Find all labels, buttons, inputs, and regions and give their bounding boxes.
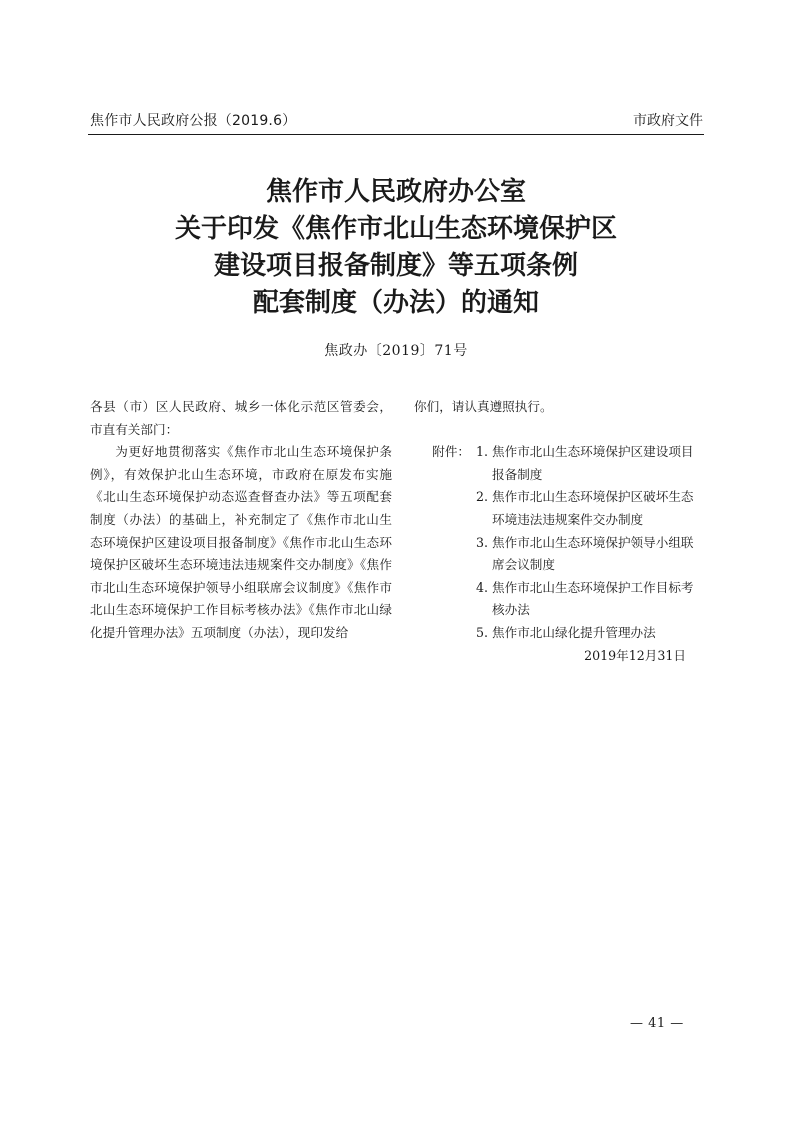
title-line: 配套制度（办法）的通知: [252, 288, 539, 318]
attachment-item: [476, 441, 706, 486]
title-line: 关于印发《焦作市北山生态环境保护区: [174, 214, 617, 244]
attachment-number: 2.: [476, 489, 489, 505]
salutation: 各县（市）区人民政府、城乡一体化示范区管委会，市直有关部门：: [90, 399, 392, 437]
attachment-number: 3.: [476, 534, 489, 550]
attachment-item: [476, 532, 706, 577]
title-line: 焦作市人民政府办公室: [265, 177, 526, 207]
title-line: 建设项目报备制度》等五项条例: [213, 251, 578, 281]
header-divider: [88, 134, 704, 135]
body-continuation: 你们，请认真遵照执行。: [414, 399, 553, 414]
attachments-list: [476, 441, 706, 644]
attachment-number: 5.: [476, 624, 489, 640]
attachment-title: 焦作市北山生态环境保护区建设项目报备制度: [492, 444, 694, 482]
attachment-title: 焦作市北山生态环境保护工作目标考核办法: [492, 579, 694, 618]
issue-date: 2019年12月31日: [584, 647, 686, 663]
attachment-number: 4.: [476, 579, 489, 595]
attachments-label: 附件：: [432, 444, 470, 460]
attachment-title: 焦作市北山生态环境保护领导小组联席会议制度: [492, 534, 694, 573]
section-label: 市政府文件: [633, 113, 703, 129]
page-number: — 41 —: [630, 1016, 684, 1031]
body-left-column: [90, 396, 392, 645]
attachment-title: 焦作市北山绿化提升管理办法: [492, 624, 656, 640]
attachment-item: [476, 486, 706, 531]
attachment-item: [476, 577, 706, 622]
document-title: [88, 174, 704, 322]
body-right-column: [414, 396, 706, 667]
attachment-item: [476, 622, 706, 645]
attachments-block: [414, 441, 706, 644]
body-paragraph: 为更好地贯彻落实《焦作市北山生态环境保护条例》，有效保护北山生态环境，市政府在原发布实施《北山生态环境保护动态巡查督查办法》等五项配套制度（办法）的基础上，补充制定了《焦作市北山生态环境保护区建设项目报备制度》《焦作市北山生态环境保护区破坏生态环境违法违规案件交办制度》《焦作市北山生态环境保护领导小组联席会议制度》《焦作市北山生态环境保护工作目标考核办法》《焦作市北山绿化提升管理办法》五项制度（办法），现印发给: [90, 444, 392, 640]
bulletin-header-title: 焦作市人民政府公报（2019.6）: [90, 113, 297, 129]
attachment-title: 焦作市北山生态环境保护区破坏生态环境违法违规案件交办制度: [492, 489, 694, 527]
attachment-number: 1.: [476, 444, 489, 460]
document-number: 焦政办〔2019〕71号: [324, 343, 468, 359]
